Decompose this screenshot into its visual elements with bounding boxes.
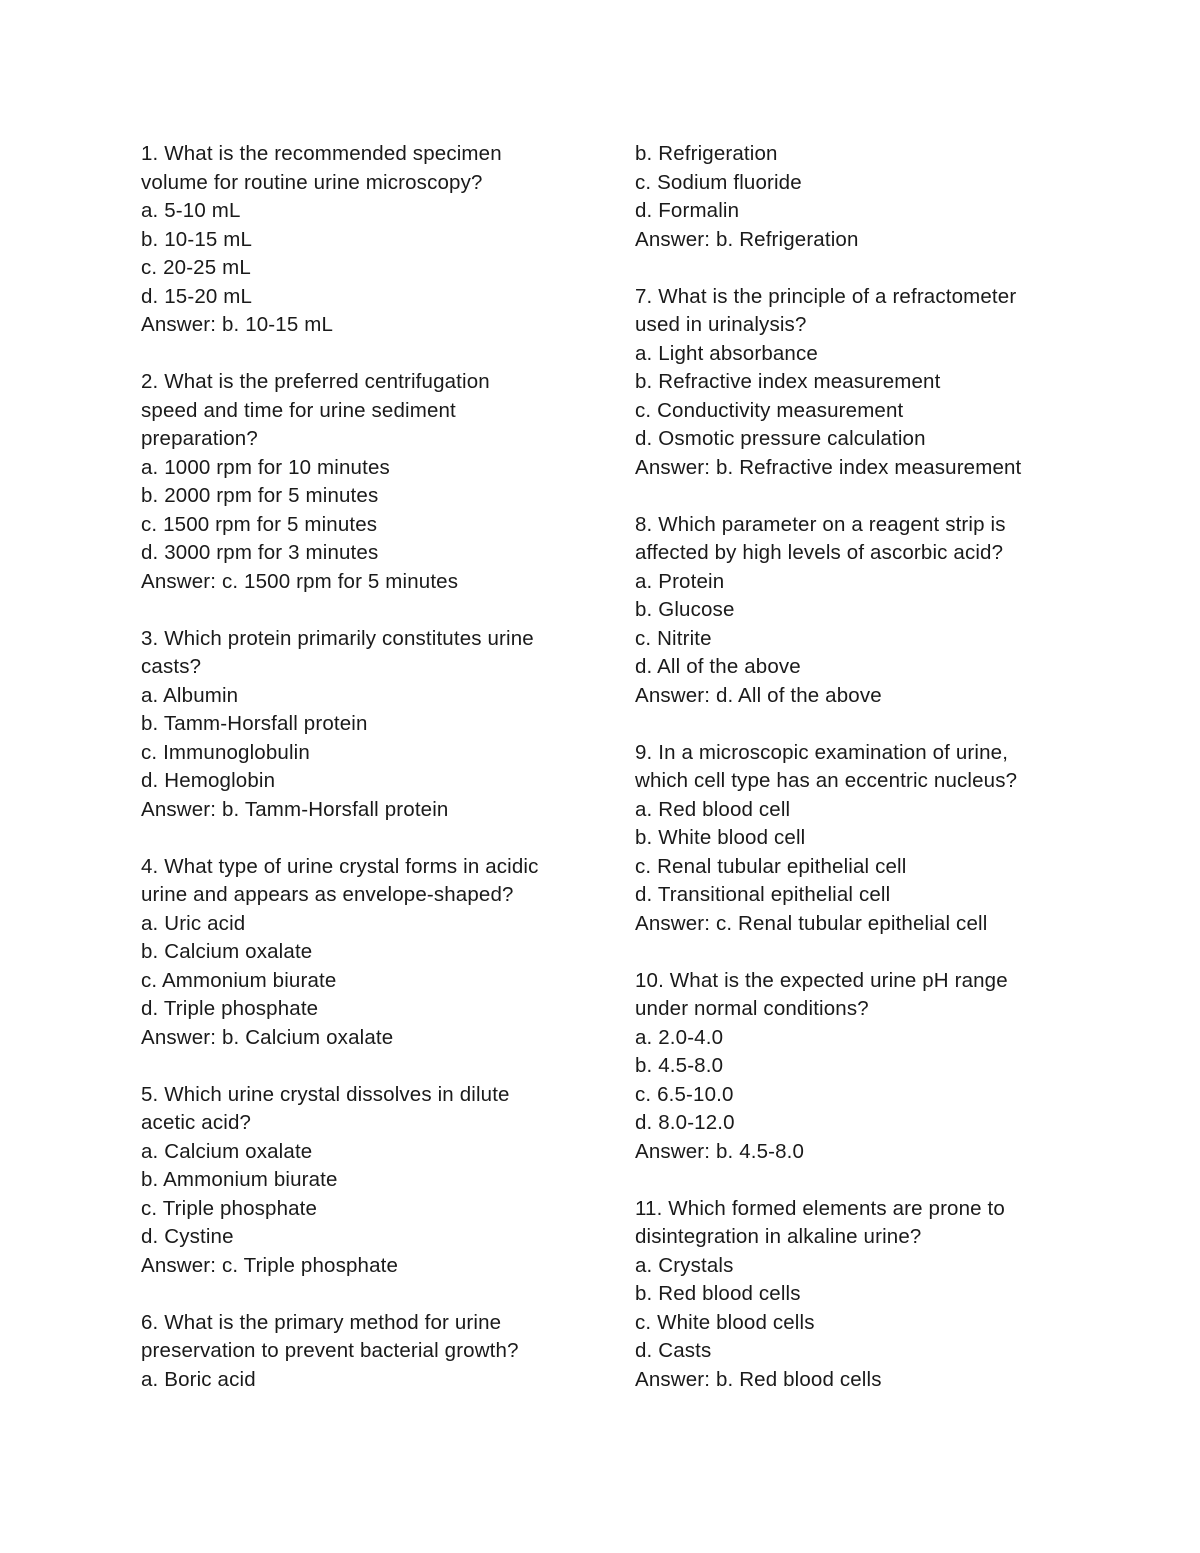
question-text: 6. What is the primary method for urine	[141, 1310, 502, 1334]
answer-option: a. Protein	[635, 569, 725, 593]
answer-option: b. Tamm-Horsfall protein	[141, 712, 368, 735]
answer-option: c. 1500 rpm for 5 minutes	[141, 512, 378, 536]
correct-answer: Answer: d. All of the above	[635, 683, 882, 707]
answer-option: d. Triple phosphate	[141, 997, 319, 1020]
question-block-q3	[141, 625, 581, 825]
question-block-q2	[141, 368, 581, 596]
question-block-q7	[635, 283, 1065, 483]
question-text: disintegration in alkaline urine?	[635, 1225, 922, 1248]
answer-option: d. All of the above	[635, 655, 801, 678]
question-text: volume for routine urine microscopy?	[141, 170, 483, 194]
answer-option: a. Uric acid	[141, 911, 246, 935]
answer-option: b. 4.5-8.0	[635, 1054, 724, 1077]
answer-option: c. Ammonium biurate	[141, 968, 337, 992]
question-text: casts?	[141, 655, 202, 678]
correct-answer: Answer: b. 4.5-8.0	[635, 1139, 805, 1163]
question-block-q4	[141, 853, 581, 1053]
correct-answer: Answer: b. Refrigeration	[635, 227, 859, 251]
question-spacer	[635, 710, 1065, 739]
answer-option: b. Calcium oxalate	[141, 940, 313, 963]
answer-option: b. Refrigeration	[635, 142, 778, 165]
correct-answer: Answer: b. Tamm-Horsfall protein	[141, 797, 449, 821]
question-block-q8	[635, 511, 1065, 711]
question-text: 4. What type of urine crystal forms in acidic	[141, 854, 539, 878]
question-text: urine and appears as envelope-shaped?	[141, 883, 514, 906]
question-spacer	[635, 482, 1065, 511]
answer-option: d. Formalin	[635, 199, 740, 222]
question-text: 3. Which protein primarily constitutes urine	[141, 626, 534, 650]
question-text: 2. What is the preferred centrifugation	[141, 370, 490, 393]
answer-option: a. Red blood cell	[635, 797, 791, 821]
answer-option: d. 8.0-12.0	[635, 1111, 735, 1134]
answer-option: a. Albumin	[141, 683, 239, 707]
answer-option: a. Light absorbance	[635, 341, 818, 365]
question-block-q9	[635, 739, 1065, 939]
correct-answer: Answer: c. Triple phosphate	[141, 1253, 399, 1277]
correct-answer: Answer: b. Refractive index measurement	[635, 455, 1022, 479]
question-block-q5	[141, 1081, 581, 1281]
question-spacer	[635, 938, 1065, 967]
answer-option: a. 5-10 mL	[141, 199, 241, 222]
answer-option: c. 20-25 mL	[141, 256, 251, 279]
answer-option: a. Boric acid	[141, 1367, 256, 1391]
question-text: 8. Which parameter on a reagent strip is	[635, 512, 1006, 536]
question-text: preparation?	[141, 427, 258, 450]
question-spacer	[635, 254, 1065, 283]
correct-answer: Answer: b. 10-15 mL	[141, 313, 333, 336]
answer-option: d. Transitional epithelial cell	[635, 883, 891, 906]
answer-option: a. 1000 rpm for 10 minutes	[141, 455, 390, 479]
question-text: 11. Which formed elements are prone to	[635, 1196, 1005, 1220]
answer-option: d. Cystine	[141, 1225, 234, 1248]
question-spacer	[141, 1052, 581, 1081]
answer-option: c. Triple phosphate	[141, 1196, 318, 1220]
correct-answer: Answer: c. Renal tubular epithelial cell	[635, 911, 988, 935]
answer-option: d. Osmotic pressure calculation	[635, 427, 926, 450]
answer-option: b. Ammonium biurate	[141, 1168, 338, 1191]
correct-answer: Answer: b. Calcium oxalate	[141, 1025, 394, 1049]
question-block-q11	[635, 1195, 1065, 1395]
question-text: 9. In a microscopic examination of urine,	[635, 740, 1009, 764]
answer-option: b. White blood cell	[635, 826, 806, 849]
answer-option: b. Glucose	[635, 598, 735, 621]
question-block-q10	[635, 967, 1065, 1167]
question-text: used in urinalysis?	[635, 313, 807, 336]
question-text: under normal conditions?	[635, 997, 869, 1020]
answer-option: b. 2000 rpm for 5 minutes	[141, 484, 379, 507]
correct-answer: Answer: c. 1500 rpm for 5 minutes	[141, 569, 459, 593]
question-text: speed and time for urine sediment	[141, 398, 456, 422]
question-spacer	[635, 1166, 1065, 1195]
answer-option: c. Nitrite	[635, 626, 712, 650]
answer-option: a. Crystals	[635, 1253, 734, 1277]
answer-option: b. Red blood cells	[635, 1282, 801, 1305]
answer-option: c. White blood cells	[635, 1310, 815, 1334]
answer-option: b. 10-15 mL	[141, 227, 253, 251]
answer-option: b. Refractive index measurement	[635, 370, 941, 393]
answer-option: c. Sodium fluoride	[635, 170, 802, 194]
correct-answer: Answer: b. Red blood cells	[635, 1367, 882, 1391]
question-text: affected by high levels of ascorbic acid?	[635, 541, 1004, 564]
question-text: 10. What is the expected urine pH range	[635, 968, 1008, 992]
question-text: which cell type has an eccentric nucleus?	[635, 769, 1018, 792]
answer-option: d. Casts	[635, 1339, 712, 1362]
answer-option: a. 2.0-4.0	[635, 1025, 724, 1049]
answer-option: d. 15-20 mL	[141, 284, 253, 308]
question-block-q1	[141, 140, 581, 340]
question-spacer	[141, 1280, 581, 1309]
question-text: 7. What is the principle of a refractometer	[635, 284, 1017, 308]
question-block-q6-cont	[635, 140, 1065, 254]
answer-option: c. Renal tubular epithelial cell	[635, 854, 907, 878]
answer-option: a. Calcium oxalate	[141, 1139, 313, 1163]
answer-option: c. Conductivity measurement	[635, 398, 904, 422]
question-block-q6	[141, 1309, 581, 1395]
question-text: 5. Which urine crystal dissolves in dilute	[141, 1082, 510, 1106]
answer-option: c. 6.5-10.0	[635, 1082, 734, 1106]
answer-option: d. 3000 rpm for 3 minutes	[141, 541, 379, 564]
right-column	[635, 140, 1065, 1394]
question-spacer	[141, 824, 581, 853]
question-text: preservation to prevent bacterial growth?	[141, 1339, 519, 1362]
answer-option: d. Hemoglobin	[141, 769, 276, 792]
question-spacer	[141, 596, 581, 625]
question-text: 1. What is the recommended specimen	[141, 142, 502, 165]
left-column	[141, 140, 581, 1394]
question-text: acetic acid?	[141, 1111, 252, 1134]
answer-option: c. Immunoglobulin	[141, 740, 310, 764]
question-spacer	[141, 340, 581, 369]
